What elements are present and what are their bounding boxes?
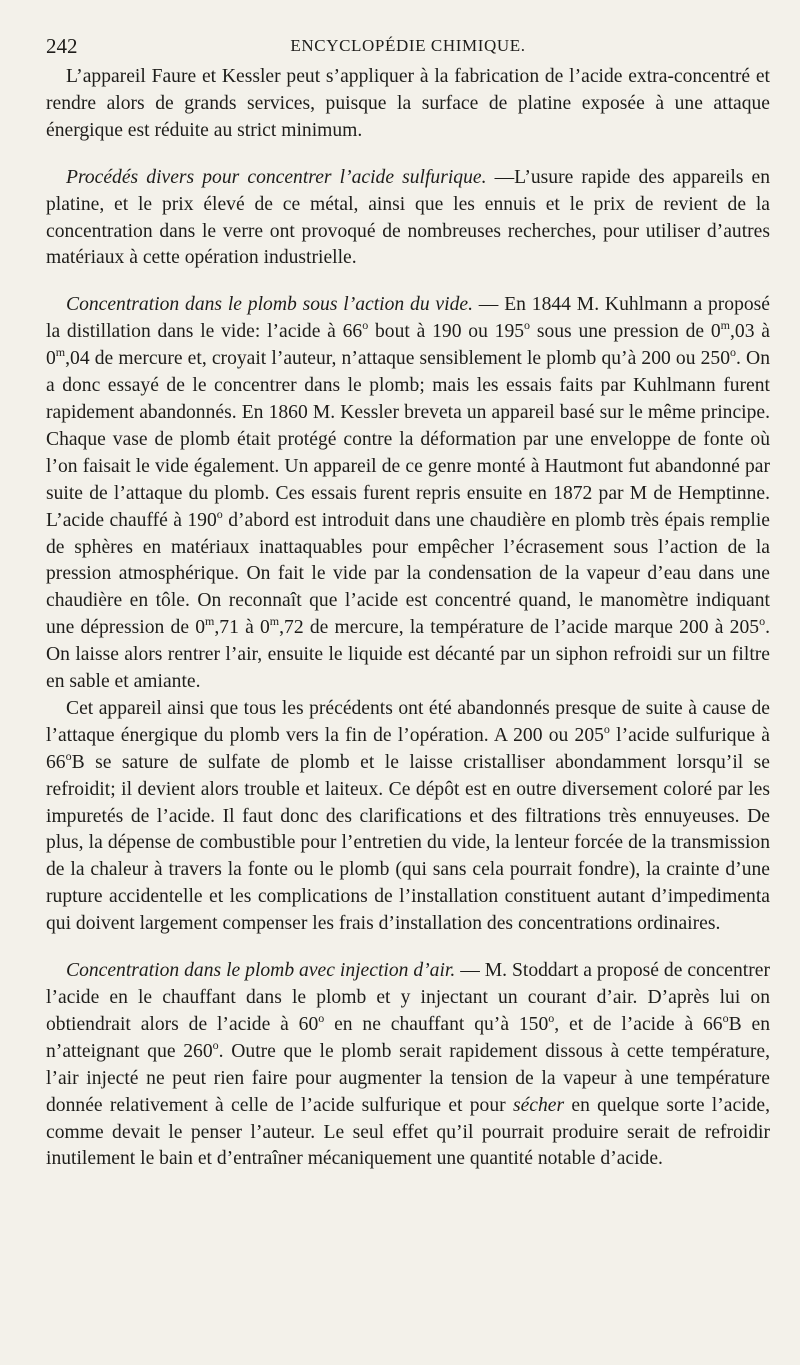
- paragraph-faure-kessler: L’appareil Faure et Kessler peut s’appliquer à la fabrication de l’acide extra-concentré et rendre alors de grands services, puisque la surface de platine exposée à une attaque énergique est réduite au strict minimum.: [46, 66, 770, 141]
- degree-sup: o: [524, 318, 531, 333]
- unit-sup: m: [269, 614, 280, 629]
- text-run: . On a donc essayé de le concentrer dans le plomb; mais les essais faits par Kuhlmann furent rapidement abandonnés. En 1860 M. Kessler breveta un appareil basé sur le même principe. Chaque vase de plomb était protégé contre la déformation par une enveloppe de fonte où l’on faisait le vide également. Un appareil de ce genre monté à Hautmont fut abandonné par suite de l’attaque du plomb. Ces essais furent repris ensuite en 1872 par M de Hemptinne. L’acide chauffé à 190: [46, 348, 771, 531]
- paragraph-concentration-vide: [46, 292, 770, 696]
- page-header: [46, 34, 770, 60]
- text-run: . Outre que le plomb serait rapidement dissous à cette température, l’air injecté ne peut rien faire pour augmenter la tension de la vapeur à une température donnée relativement à celle de l’acide sulfurique et pour: [46, 1040, 771, 1116]
- paragraph-text: —L’usure rapide des appareils en platine, et le prix élevé de ce métal, ainsi que les ennuis et le prix de revient de la concentration dans le verre ont provoqué de nombreuses recherches, pour utiliser d’autres matériaux à cette opération industrielle.: [46, 166, 770, 269]
- page-number: 242: [46, 34, 78, 58]
- text-run: d’abord est introduit dans une chaudière en plomb très épais remplie de sphères en matériaux inattaquables pour empêcher l’écrasement sous l’action de la pression atmosphérique. On fait le vide par la condensation de la vapeur d’eau dans une chaudière en tôle. On reconnaît que l’acide est concentré quand, le manomètre indiquant une dépression de 0: [46, 509, 770, 639]
- text-run: ,03 à 0: [46, 321, 770, 370]
- text-run: en quelque sorte l’acide, comme devait le penser l’auteur. Le seul effet qu’il pourrait produire serait de refroidir inutilement le bain et d’entraîner mécaniquement une quantité notable d’acide.: [46, 1094, 770, 1170]
- text-run: ,71 à 0: [214, 617, 270, 639]
- degree-sup: o: [730, 345, 737, 360]
- section-heading-injection-air: Concentration dans le plomb avec injection d’air.: [66, 960, 456, 982]
- text-run: B se sature de sulfate de plomb et le laisse cristalliser abondamment lorsqu’il se refroidit; il devient alors trouble et laiteux. Ce dépôt est en outre diversement coloré par les impuretés de l’acide. Il faut donc des clarifications et des filtrations très ennuyeuses. De plus, la dépense de combustible pour l’entretien du vide, la lenteur forcée de la transmission de la chaleur à travers la fonte ou le plomb (qui sans cela pourrait fondre), la crainte d’une rupture accidentelle et les complications de l’installation constituent autant d’impedimenta qui doivent largement compenser les frais d’installation des concentrations ordinaires.: [46, 751, 770, 935]
- text-run: , et de l’acide à 66: [554, 1013, 723, 1035]
- paragraph-procedes-divers: [46, 165, 770, 273]
- unit-sup: m: [55, 345, 66, 360]
- text-run: l’acide sulfurique à 66: [46, 724, 771, 773]
- degree-sup: o: [759, 614, 766, 629]
- emphasis-secher: sécher: [512, 1094, 565, 1116]
- degree-sup: o: [216, 506, 223, 521]
- text-run: ,04 de mercure et, croyait l’auteur, n’attaque sensiblement le plomb qu’à 200 ou 250: [65, 348, 731, 370]
- unit-sup: m: [720, 318, 731, 333]
- running-title: ENCYCLOPÉDIE CHIMIQUE.: [290, 36, 526, 55]
- section-heading-procedes-divers: Procédés divers pour concentrer l’acide sulfurique.: [66, 166, 487, 188]
- unit-sup: m: [205, 614, 215, 629]
- degree-sup: o: [65, 748, 72, 763]
- section-heading-concentration-vide: Concentration dans le plomb sous l’action du vide.: [66, 294, 473, 316]
- text-run: B en n’atteignant que 260: [46, 1013, 770, 1062]
- page-body: [46, 64, 770, 1173]
- degree-sup: o: [212, 1037, 219, 1052]
- degree-sup: o: [548, 1010, 555, 1025]
- text-run: bout à 190 ou 195: [368, 321, 525, 343]
- paragraph-injection-air: [46, 958, 770, 1173]
- degree-sup: o: [603, 721, 610, 736]
- degree-sup: o: [722, 1010, 729, 1025]
- text-run: — En 1844 M. Kuhlmann a proposé la distillation dans le vide: l’acide à 66: [46, 294, 770, 343]
- text-run: — M. Stoddart a proposé de concentrer l’acide en le chauffant dans le plomb et y injectant un courant d’air. D’après lui on obtiendrait alors de l’acide à 60: [46, 960, 770, 1035]
- text-run: Cet appareil ainsi que tous les précédents ont été abandonnés presque de suite à cause de l’attaque énergique du plomb vers la fin de l’opération. A 200 ou 205: [46, 697, 770, 746]
- paragraph-abandon-appareils: [46, 696, 770, 938]
- degree-sup: o: [362, 318, 369, 333]
- text-run: ,72 de mercure, la température de l’acide marque 200 à 205: [279, 617, 760, 639]
- degree-sup: o: [318, 1010, 325, 1025]
- text-run: sous une pression de 0: [530, 321, 721, 343]
- text-run: . On laisse alors rentrer l’air, ensuite le liquide est décanté par un siphon refroidi sur un filtre en sable et amiante.: [46, 617, 770, 693]
- text-run: en ne chauffant qu’à 150: [324, 1013, 549, 1035]
